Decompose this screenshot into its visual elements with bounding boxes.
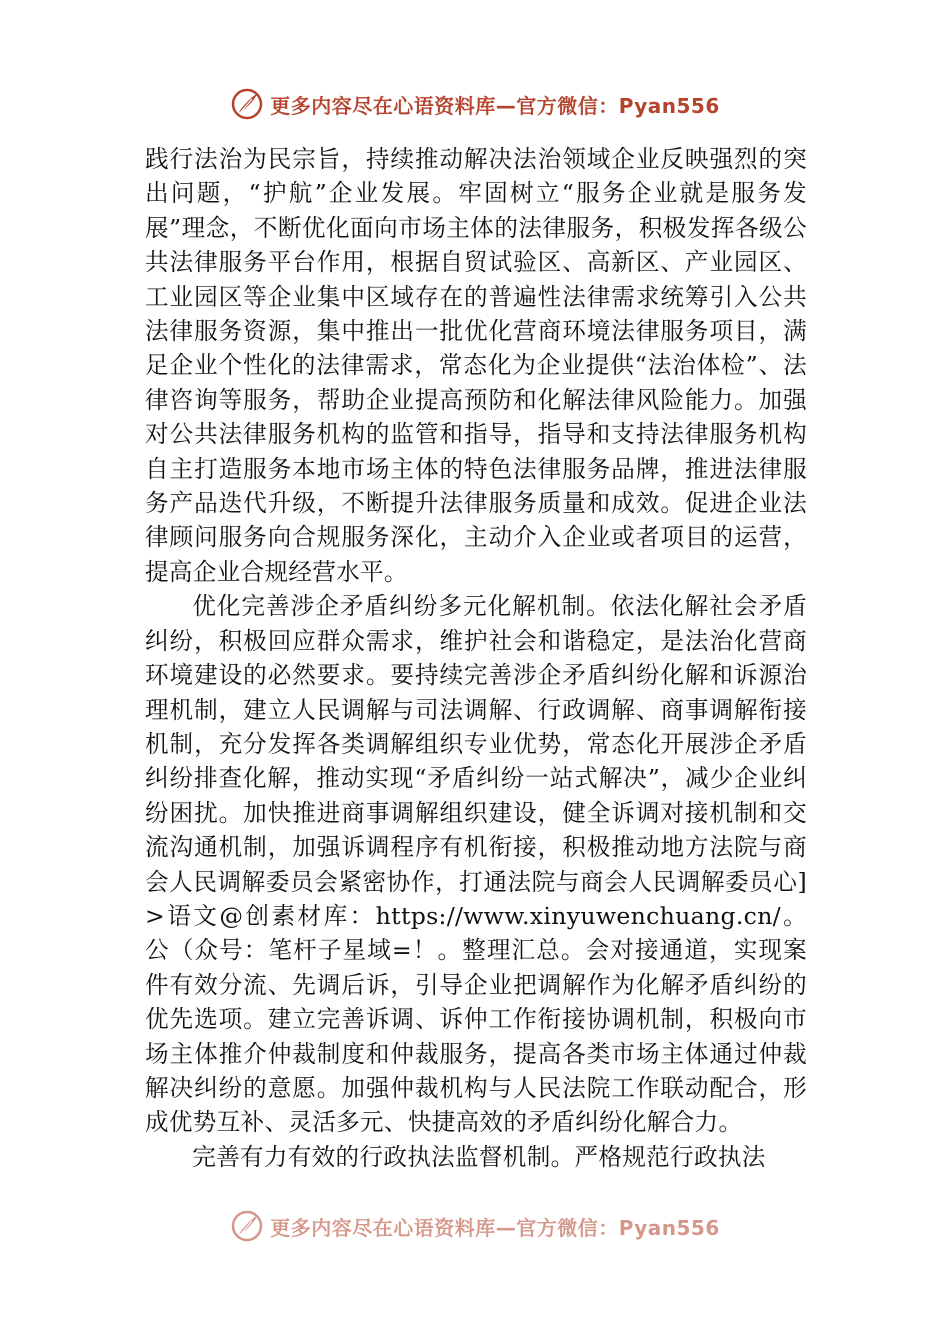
header-watermark: [0, 84, 950, 124]
paragraph-3: 完善有力有效的行政执法监督机制。严格规范行政执法: [192, 1142, 766, 1171]
footer-watermark-text: 更多内容尽在心语资料库—官方微信：Pyan556: [270, 1215, 720, 1240]
feather-pen-logo-icon: [230, 1209, 264, 1243]
feather-pen-logo-icon: [230, 87, 264, 121]
document-body: [145, 142, 807, 1174]
footer-watermark: [0, 1206, 950, 1246]
paragraph-2: 优化完善涉企矛盾纠纷多元化解机制。依法化解社会矛盾纠纷，积极回应群众需求，维护社会和谐稳定，是法治化营商环境建设的必然要求。要持续完善涉企矛盾纠纷化解和诉源治理机制，建立人民调解与司法调解、行政调解、商事调解衔接机制，充分发挥各类调解组织专业优势，常态化开展涉企矛盾纠纷排查化解，推动实现“矛盾纠纷一站式解决”，减少企业纠纷困扰。加快推进商事调解组织建设，健全诉调对接机制和交流沟通机制，加强诉调程序有机衔接，积极推动地方法院与商会人民调解委员会紧密协作，打通法院与商会人民调解委员心]>语文@创素材库：https://www.xinyuwenchuang.cn/。公（众号：笔杆子星域=！。整理汇总。会对接通道，实现案件有效分流、先调后诉，引导企业把调解作为化解矛盾纠纷的优先选项。建立完善诉调、诉仲工作衔接协调机制，积极向市场主体推介仲裁制度和仲裁服务，提高各类市场主体通过仲裁解决纠纷的意愿。加强仲裁机构与人民法院工作联动配合，形成优势互补、灵活多元、快捷高效的矛盾纠纷化解合力。: [145, 592, 807, 1137]
header-watermark-text: 更多内容尽在心语资料库—官方微信：Pyan556: [270, 93, 720, 118]
paragraph-1: 践行法治为民宗旨，持续推动解决法治领域企业反映强烈的突出问题，“护航”企业发展。牢固树立“服务企业就是服务发展”理念，不断优化面向市场主体的法律服务，积极发挥各级公共法律服务平台作用，根据自贸试验区、高新区、产业园区、工业园区等企业集中区域存在的普遍性法律需求统筹引入公共法律服务资源，集中推出一批优化营商环境法律服务项目，满足企业个性化的法律需求，常态化为企业提供“法治体检”、法律咨询等服务，帮助企业提高预防和化解法律风险能力。加强对公共法律服务机构的监管和指导，指导和支持法律服务机构自主打造服务本地市场主体的特色法律服务品牌，推进法律服务产品迭代升级，不断提升法律服务质量和成效。促进企业法律顾问服务向合规服务深化，主动介入企业或者项目的运营，提高企业合规经营水平。: [145, 145, 807, 586]
